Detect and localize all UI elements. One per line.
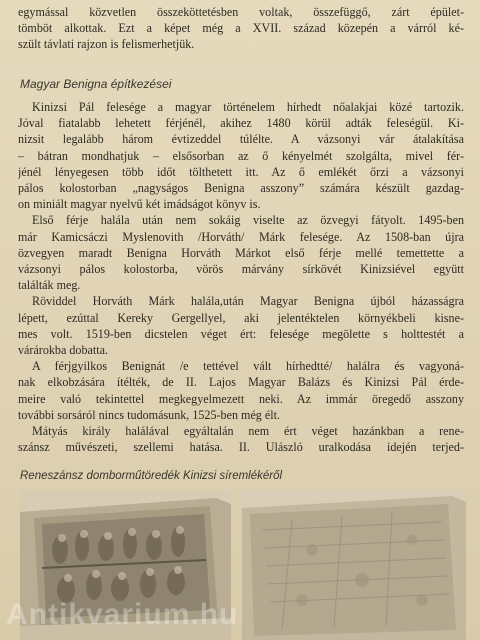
- text-line: szült távlati rajzon is felismerhetjük.: [18, 37, 195, 52]
- text-line: nak elkobzására ítélték, de II. Lajos Magyar Balázs és Kinizsi Pál érde-: [18, 375, 464, 390]
- text-line: meire való tekintettel megkegyelmezett neki. Az immár öregedő asszony: [18, 391, 464, 406]
- text-line: tömböt alkottak. Ezt a képet még a XVII. század közepén a várról ké-: [18, 21, 464, 36]
- text-line: Kinizsi Pál felesége a magyar történelem hírhedt nőalakjai közé tartozik.: [32, 100, 464, 114]
- paragraph-1: [18, 99, 464, 212]
- paragraph-5: [18, 423, 464, 455]
- text-line: további sorsáról nincs tudomásunk, 1525-ben még élt.: [18, 407, 280, 422]
- text-line: nizsit legalább három évtizeddel túlélte. A vázsonyi vár átalakítása: [18, 132, 464, 147]
- text-line: Mátyás király halálával egyáltalán nem ért véget hazánkban a rene-: [32, 424, 464, 439]
- paragraph-2: [18, 212, 464, 293]
- text-line: már Kamicsáczi Myslenovith /Horváth/ Márk felesége. Az 1508-ban újra: [18, 229, 464, 244]
- section-title: Magyar Benigna építkezései: [20, 77, 172, 91]
- text-line: – bátran mondhatjuk – elsősorban az ő kényelmét szolgálta, mivel fér-: [18, 148, 464, 163]
- text-line: Jóval fiatalabb lehetett férjénél, akihez 1480 körül adták feleségül. Ki-: [18, 116, 464, 131]
- text-line: szánsz művészeti, szellemi hatása. II. Ulászló uralkodása idején terjed-: [18, 440, 464, 455]
- text-line: lépett, ezúttal Kereky Gergellyel, aki jelentéktelen környékbeli kisne-: [18, 310, 464, 325]
- text-line: özvegyen maradt Benigna Horváth Márkot első férje mellé temettette a: [18, 245, 464, 260]
- text-line: Első férje halála után nem sokáig viselte az özvegyi fátyolt. 1495-ben: [32, 213, 464, 228]
- body-text: [18, 99, 464, 455]
- text-line: on miniált magyar nyelvű két imádságot könyv is.: [18, 197, 261, 212]
- intro-paragraph: [18, 4, 464, 53]
- paragraph-4: [18, 358, 464, 423]
- figure-caption: Reneszánsz domborműtöredék Kinizsi síremlékéről: [20, 470, 283, 482]
- text-line: egymással közvetlen összeköttetésben voltak, összefüggő, zárt épület-: [18, 5, 464, 19]
- text-line: jénél lényegesen több időt tölthetett itt. Az ő emlékét őrzi a vázsonyi: [18, 164, 464, 179]
- paragraph-3: [18, 293, 464, 358]
- watermark-text: Antikvarium.hu: [6, 598, 239, 631]
- text-line: vázsonyi pálos kolostorba, vörös márvány sírkövét Kinizsiével együtt: [18, 262, 464, 277]
- text-line: pálos kolostorban „nagyságos Benigna asszony” számára készült gazdag-: [18, 181, 464, 196]
- text-line: Röviddel Horváth Márk halála,után Magyar Benigna újból házasságra: [32, 294, 464, 309]
- text-line: A férjgyilkos Benignát /e tettével vált hírhedtté/ halálra és vagyoná-: [32, 359, 464, 374]
- text-line: találták meg.: [18, 278, 81, 293]
- text-line: várárokba dobatta.: [18, 343, 108, 358]
- text-line: mes volt. 1519-ben dicstelen véget ért: felesége megölette s holttestét a: [18, 326, 464, 341]
